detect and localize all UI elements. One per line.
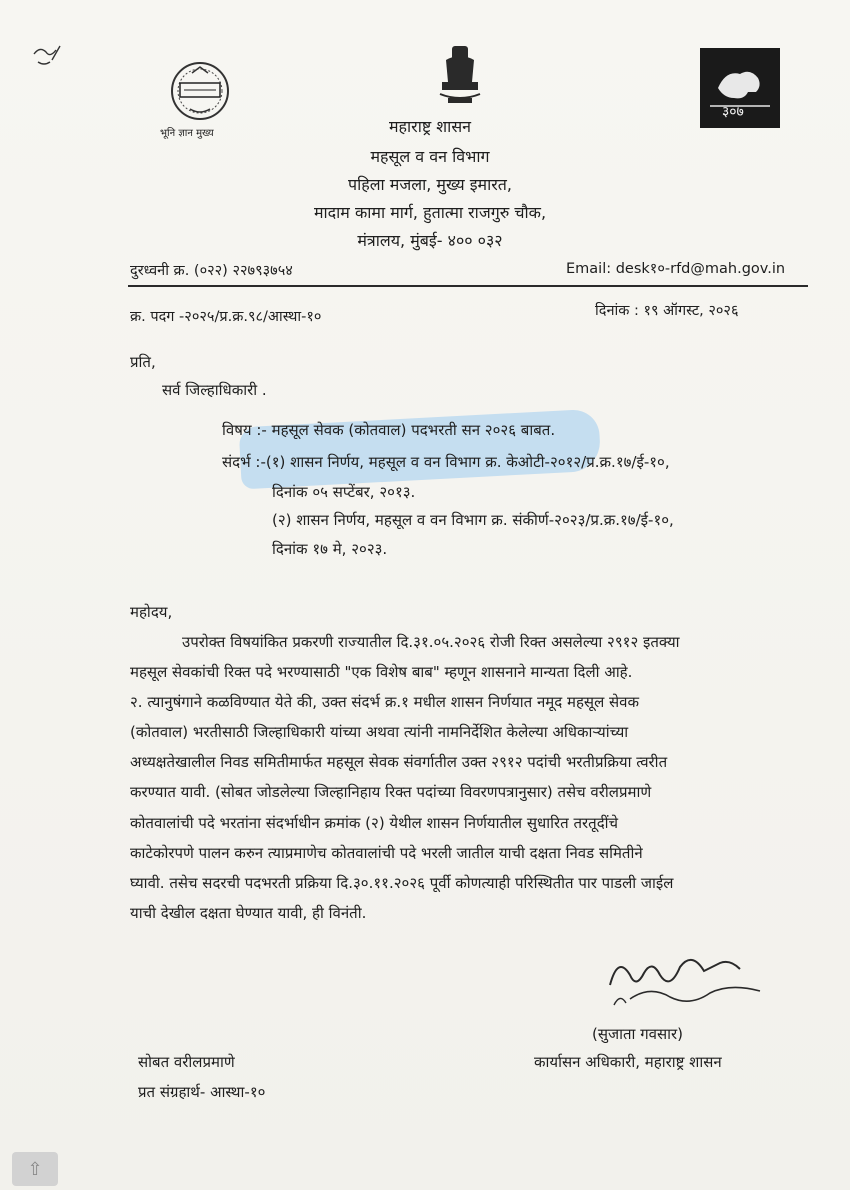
signatory-name: (सुजाता गवसार) [592, 1025, 684, 1043]
reference-2: (२) शासन निर्णय, महसूल व वन विभाग क्र. संकीर्ण-२०२३/प्र.क्र.१७/ई-१०, [272, 511, 674, 529]
national-emblem-icon [430, 40, 490, 110]
right-logo-text: ३०७ [722, 104, 744, 120]
reference-1: संदर्भ :-(१) शासन निर्णय, महसूल व वन विभाग क्र. केओटी-२०१२/प्र.क्र.१७/ई-१०, [222, 453, 670, 471]
reference-2-date: दिनांक १७ मे, २०२३. [272, 540, 388, 558]
org-line-1: महाराष्ट्र शासन [388, 117, 472, 136]
recipient-name: सर्व जिल्हाधिकारी . [162, 381, 267, 399]
subject-line: विषय :- महसूल सेवक (कोतवाल) पदभरती सन २०२६ बाबत. [222, 421, 556, 439]
right-logo [700, 48, 780, 128]
salutation: महोदय, [130, 603, 173, 621]
left-logo-caption: भूनि ज्ञान मुख्य [160, 128, 214, 139]
para2-line-7: घ्यावी. तसेच सदरची पदभरती प्रक्रिया दि.३०.११.२०२६ पूर्वी कोणत्याही परिस्थितीत पार पाडली जाईल [130, 874, 674, 892]
para1-line-2: महसूल सेवकांची रिक्त पदे भरण्यासाठी "एक विशेष बाब" म्हणून शासनाने मान्यता दिली आहे. [130, 663, 633, 681]
org-line-3: पहिला मजला, मुख्य इमारत, [347, 175, 513, 194]
para2-line-2: (कोतवाल) भरतीसाठी जिल्हाधिकारी यांच्या अथवा त्यांनी नामनिर्देशित केलेल्या अधिकाऱ्यांच्या [130, 723, 629, 741]
reference-1-date: दिनांक ०५ सप्टेंबर, २०१३. [272, 483, 416, 501]
header-divider [128, 285, 808, 287]
para2-line-4: करण्यात यावी. (सोबत जोडलेल्या जिल्हानिहाय रिक्त पदांच्या विवरणपत्रानुसार) तसेच वरीलप्रमाणे [130, 783, 652, 801]
org-line-2: महसूल व वन विभाग [370, 147, 490, 166]
signatory-designation: कार्यासन अधिकारी, महाराष्ट्र शासन [534, 1053, 722, 1071]
phone-number: दुरध्वनी क्र. (०२२) २२७९३७५४ [130, 263, 293, 279]
reference-number: क्र. पदग -२०२५/प्र.क्र.९८/आस्था-१० [130, 309, 322, 325]
org-line-4: मादाम कामा मार्ग, हुतात्मा राजगुरु चौक, [313, 203, 547, 222]
to-label: प्रति, [130, 353, 156, 371]
email-address[interactable]: Email: desk१०-rfd@mah.gov.in [566, 261, 786, 277]
para2-line-8: याची देखील दक्षता घेण्यात यावी, ही विनंती. [130, 904, 367, 922]
para2-line-3: अध्यक्षतेखालील निवड समितीमार्फत महसूल सेवक संवर्गातील उक्त २९१२ पदांची भरतीप्रक्रिया त्वरीत [130, 753, 668, 771]
org-line-5: मंत्रालय, मुंबई- ४०० ०३२ [357, 231, 503, 250]
margin-scribble [30, 40, 70, 70]
copy-note: प्रत संग्रहार्थ- आस्था-१० [138, 1083, 266, 1101]
arrow-up-icon: ⇧ [27, 1158, 43, 1180]
letter-date: दिनांक : १९ ऑगस्ट, २०२६ [595, 303, 739, 319]
scroll-up-button[interactable] [12, 1152, 58, 1186]
handwritten-signature [600, 945, 770, 1020]
para2-line-6: काटेकोरपणे पालन करुन त्याप्रमाणेच कोतवालांची पदे भरली जातील याची दक्षता निवड समितीने [130, 844, 643, 862]
para2-line-5: कोतवालांची पदे भरतांना संदर्भाधीन क्रमांक (२) येथील शासन निर्णयातील सुधारित तरतूदींचे [130, 814, 619, 832]
para1-line-1: उपरोक्त विषयांकित प्रकरणी राज्यातील दि.३१.०५.२०२६ रोजी रिक्त असलेल्या २९१२ इतक्या [182, 633, 680, 651]
enclosure-note: सोबत वरीलप्रमाणे [138, 1053, 235, 1071]
para2-line-1: २. त्यानुषंगाने कळविण्यात येते की, उक्त संदर्भ क्र.१ मधील शासन निर्णयात नमूद महसूल सेवक [130, 693, 640, 711]
